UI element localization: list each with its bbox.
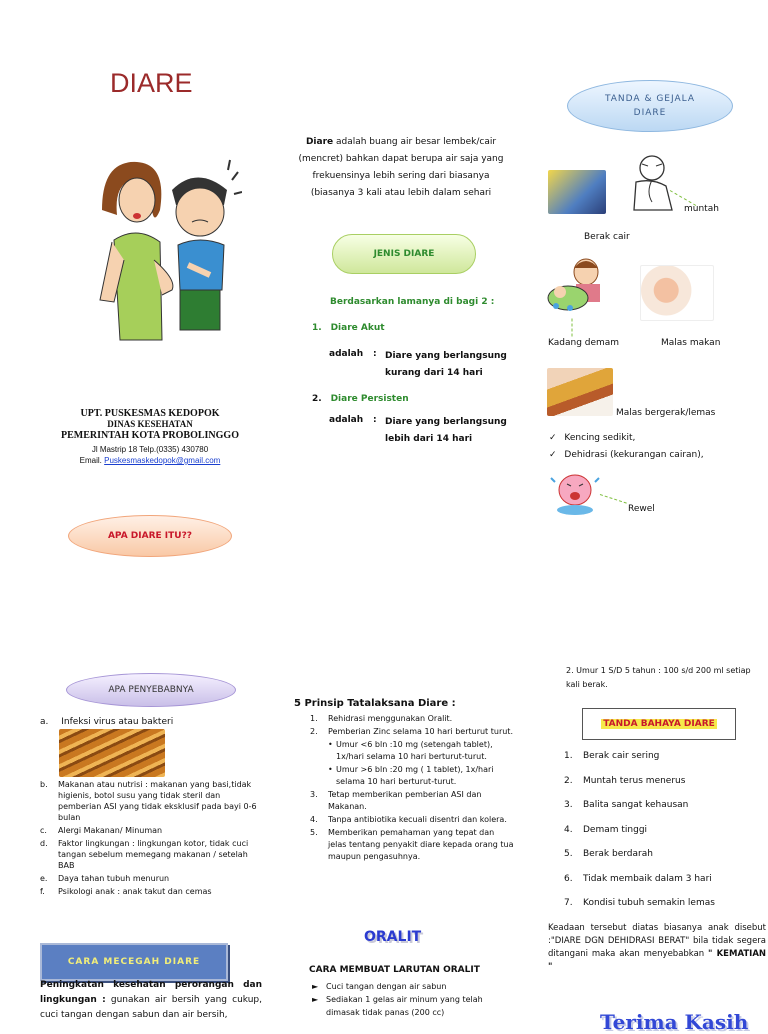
definition-text [292,134,510,202]
list-marker: b. [40,780,48,789]
jenis-description: Diare yang berlangsung lebih dari 14 hari [385,417,507,444]
check-item [549,449,704,462]
email-link[interactable]: Puskesmaskedopok@gmail.com [104,456,221,465]
adalah-label: adalah [329,415,364,425]
list-text: Faktor lingkungan : lingkungan kotor, tidak cuci tangan sebelum memegang makanan / setelah BAB [58,839,249,870]
list-marker: d. [40,839,48,848]
list-text: Berak berdarah [583,849,653,859]
list-item [564,873,764,898]
rewel-image [547,470,603,516]
colon: : [373,415,377,425]
bahaya-note [548,922,766,974]
rewel-arrow [600,494,627,504]
page-title: DIARE [110,68,193,98]
jenis-item-2 [312,393,517,406]
bacteria-image [59,729,165,777]
note-text: Keadaan tersebut diatas biasanya anak disebut :"DIARE DGN DEHIDRASI BERAT" bila tidak segera ditangani maka akan menyebabkan [548,923,766,959]
list-number: 2. [564,775,573,786]
email-line [60,455,240,466]
list-item [310,814,515,826]
cara-oralit-title: CARA MEMBUAT LARUTAN ORALIT [309,965,480,975]
jenis-num: 1. [312,323,322,333]
list-text: Tanpa antibiotika kecuali disentri dan kolera. [328,815,507,824]
list-item [564,799,764,824]
malas-makan-label: Malas makan [661,338,721,348]
list-marker: f. [40,887,45,896]
step-text: Cuci tangan dengan air sabun [326,982,447,991]
bahaya-badge [582,708,736,740]
list-item [564,775,764,800]
list-text: Psikologi anak : anak takut dan cemas [58,887,212,896]
muntah-image [626,152,678,214]
list-text: Tetap memberikan pemberian ASI dan Makanan. [328,790,482,811]
berak-cair-label: Berak cair [584,232,630,242]
list-text: Kondisi tubuh semakin lemas [583,898,715,908]
bahaya-list [564,750,764,922]
malas-bergerak-image [547,368,613,416]
penyebab-label: APA PENYEBABNYA [108,685,194,695]
list-item [310,789,515,813]
list-number: 5. [310,828,318,837]
email-label: Email. [79,456,102,465]
list-item [564,897,764,922]
list-number: 4. [310,815,318,824]
penyebab-badge [66,673,236,707]
list-marker: a. [40,717,49,727]
list-text: Daya tahan tubuh menurun [58,874,170,883]
malas-bergerak-label: Malas bergerak/lemas [616,408,716,418]
zinc-text: Umur >6 bln :20 mg ( 1 tablet), 1x/hari selama 10 hari berturut-turut. [336,765,494,786]
list-item [40,779,258,823]
list-text: Alergi Makanan/ Minuman [58,826,163,835]
bullet-icon: • [328,765,333,774]
list-text: Demam tinggi [583,824,648,835]
list-item [564,824,764,849]
step-text: Sediakan 1 gelas air minum yang telah dimasak tidak panas (200 cc) [326,995,483,1017]
org-department: DINAS KESEHATAN [107,419,193,429]
list-number: 5. [564,849,573,859]
jenis-diare-badge [332,234,476,274]
list-item [310,713,515,725]
zinc-text: Umur <6 bln :10 mg (setengah tablet), 1x/hari selama 10 hari berturut-turut. [336,740,493,761]
tanda-checklist [549,432,704,462]
check-icon: ✓ [549,450,557,460]
zinc-dose [328,764,515,788]
list-item [40,825,258,836]
apa-diare-label: APA DIARE ITU?? [107,531,193,541]
tanda-label-2: DIARE [633,108,667,118]
org-government: PEMERINTAH KOTA PROBOLINGGO [61,430,239,441]
cegah-label: CARA MECEGAH DIARE [67,957,201,967]
cegah-body: gunakan air bersih yang cukup, cuci tangan dengan sabun dan air bersih, [40,995,262,1020]
rewel-label: Rewel [628,504,655,514]
diarrhea-illustration [92,150,242,350]
jenis-num: 2. [312,394,322,404]
definition-body: adalah buang air besar lembek/cair (mencret) bahkan dapat berupa air saja yang frekuensinya lebih sering dari biasanya (biasanya 3 kali atau lebih dalam sehari [298,137,504,198]
penyebab-item-a [40,716,173,729]
list-number: 3. [564,800,573,810]
kadang-demam-label: Kadang demam [548,338,620,348]
definition-term: Diare [305,137,334,147]
bahaya-label: TANDA BAHAYA DIARE [603,719,715,729]
list-item [310,726,515,738]
apa-diare-badge [68,515,232,557]
note-bold: " KEMATIAN " [548,949,767,972]
jenis-diare-label: JENIS DIARE [373,249,435,259]
org-address [60,444,240,466]
list-text: Pemberian Zinc selama 10 hari berturut turut. [328,727,513,736]
berak-cair-image [548,170,606,214]
check-text: Kencing sedikit, [564,433,636,443]
list-number: 1. [564,751,573,761]
colon: : [373,349,377,359]
prinsip-list [310,713,515,863]
list-text: Infeksi virus atau bakteri [61,717,174,727]
list-item [564,848,764,873]
list-item [40,886,258,897]
jenis-name: Diare Persisten [330,394,409,404]
list-item [40,873,258,884]
jenis-item-1 [312,322,517,335]
check-item [549,432,704,445]
list-number: 7. [564,898,573,908]
zinc-dose [328,739,515,763]
list-marker: c. [40,826,47,835]
cegah-text [40,978,262,1023]
list-text: Muntah terus menerus [583,775,686,786]
org-name: UPT. PUSKESMAS KEDOPOK [80,408,220,419]
jenis-name: Diare Akut [330,323,385,333]
list-item [310,827,515,863]
check-icon: ✓ [549,433,557,443]
list-item [564,750,764,775]
list-text: Rehidrasi menggunakan Oralit. [328,714,453,723]
oralit-heading: ORALIT [364,929,422,945]
jenis-description: Diare yang berlangsung kurang dari 14 hari [385,351,507,378]
kadang-demam-image [546,256,610,316]
adalah-label: adalah [329,349,364,359]
list-number: 6. [564,873,573,884]
list-text: Tidak membaik dalam 3 hari [583,873,712,884]
terima-kasih: Terima Kasih [600,1010,749,1034]
list-text: Balita sangat kehausan [583,800,689,810]
demam-arrow [572,319,573,337]
address-line: Jl Mastrip 18 Telp.(0335) 430780 [91,445,209,454]
tanda-gejala-badge [567,80,733,132]
list-text: Makanan atau nutrisi : makanan yang basi,tidak higienis, botol susu yang tidak steril dan pemberian ASI yang tidak eksklusif pada bayi 0-6 bulan [58,780,257,822]
dosis-oralit: 2. Umur 1 S/D 5 tahun : 100 s/d 200 ml setiap kali berak. [566,666,751,689]
list-item [312,980,517,993]
tanda-label-1: TANDA & GEJALA [604,94,696,104]
bullet-icon: • [328,740,333,749]
pointer-icon: ► [312,995,319,1004]
list-text: Memberikan pemahaman yang tepat dan jelas tentang penyakit diare kepada orang tua maupun pengasuhnya. [328,828,514,861]
org-block [60,408,240,441]
list-marker: e. [40,874,48,883]
muntah-label: muntah [684,204,719,214]
oralit-steps [312,980,517,1019]
list-number: 2. [310,727,318,736]
list-item [40,838,258,871]
check-text: Dehidrasi (kekurangan cairan), [564,450,704,460]
prinsip-title: 5 Prinsip Tatalaksana Diare : [294,698,456,709]
jenis-intro: Berdasarkan lamanya di bagi 2 : [330,297,495,307]
list-item [312,993,517,1019]
list-number: 3. [310,790,318,799]
cegah-badge [40,943,228,981]
list-number: 4. [564,824,573,835]
malas-makan-image [640,265,714,321]
list-text: Berak cair sering [583,751,660,761]
pointer-icon: ► [312,982,319,991]
penyebab-list [40,779,258,897]
list-number: 1. [310,714,318,723]
cegah-bold: Peningkatan kesehatan perorangan dan lingkungan : [40,980,262,1005]
